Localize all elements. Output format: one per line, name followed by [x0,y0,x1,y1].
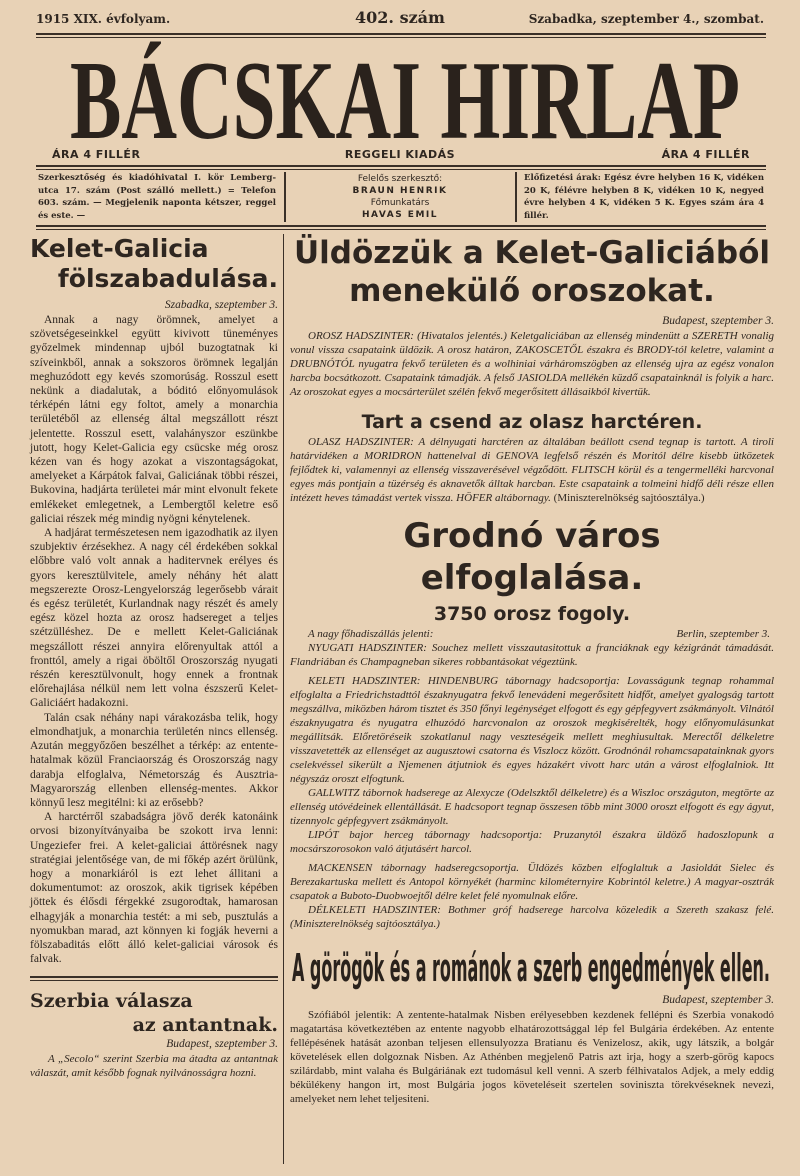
article-olasz [290,409,774,505]
article-uldozzuk [290,234,774,399]
article-source: (Miniszterelnökség sajtóosztálya.) [553,492,705,504]
header-rule [36,229,766,230]
info-divider [284,172,286,222]
header-rule [36,225,766,227]
article-intro: A nagy főhadiszállás jelenti: [308,628,434,640]
coworker-label: Főmunkatárs [370,198,430,208]
coworker-name: HAVAS EMIL [361,210,438,220]
article-dateline: Budapest, szeptember 3. [662,994,774,1006]
info-divider [515,172,517,222]
article-gorogok [290,941,774,1106]
paragraph: DÉLKELETI HADSZINTER: Bothmer gróf hadserege harcolva közeledik a Szereth szakasz felé. (Miniszterelnökség sajtóosztálya.) [290,904,774,930]
article-dateline: Budapest, szeptember 3. [166,1038,278,1051]
article-body: A „Secolo“ szerint Szerbia ma átadta az antantnak válaszát, amit később fognak nyilvánosságra hozni. [30,1053,278,1080]
paragraph: NYUGATI HADSZINTER: Souchez mellett visszautasitottuk a franciáknak egy kézigránát támadását. Flandriában és Champagneban sikeres robbantásokat végeztünk. [290,642,774,668]
volume-label: 1915 XIX. évfolyam. [36,12,171,26]
article-body [290,435,774,505]
article-title: Grodnó város elfoglalása. [403,516,661,598]
article-title: Kelet-Galicia [30,234,209,263]
article-title: Szerbia válasza [30,990,193,1013]
paragraph: Annak a nagy örömnek, amelyet a szövetségeseinkkel együtt kivivott tüneményes győzelmek mindennap ujból buzogtatnak ki szíveinkből, annak a sokszoros örömnek legalján meghuzódott egy kevés szomorúság. Rosszul esett nekünk a diadalutak, a bóditó előnyomulások térképén látni egy foltot, amely a monarchia területéből az ellenség által megszállott részt jelentette. Rosszul esett, valahányszor eszünkbe jutott, hogy Kelet-Galicia egy csücske még orosz kézen van és hogy azokat a viszontagságokat, amelyeket a Kárpátok falvai, Galiciának többi részei, Bukovina, hadjárta területei már mint elvonult fekete emlékeket emlegetnek, a Lembergtől keletre eső galiciai részek még mindig nyögni kénytelenek. [30,314,278,525]
paragraph: A harctérről szabadságra jövő derék katonáink orvosi bizonyítványaiba be szokott irva lenni: Ungeziefer frei. A kelet-galiciai áttörésnek nagy stratégiai jelentősége van, de mi főkép azért örülünk, hogy a monarkiáról is ezt lehet állitani a dokumentumot: az oroszok, akik tigrisek képében jöttek és élősdi férgekké zsugorodtak, hamarosan elhagyják a monarchia testét: a mi seb, pusztulás a nyomukban marad, azt könnyen ki fogják heverni a fölszabaditás előtt álló kelet-galiciai városok és falvak. [30,811,278,966]
office-info: Szerkesztőség és kiadóhivatal I. kör Lemberg-utca 17. szám (Post szálló mellett.) = Telefon 603. szám. — Megjelenik naponta kétszer, reggel és este. — [38,173,276,221]
paragraph: LIPÓT bajor herceg tábornagy hadcsoportja: Pruzanytól északra üldöző hadoszlopunk a mocsárszorosokon való átjutásért harcol. [290,829,774,855]
paragraph: A hadjárat természetesen nem igazodhatik az ilyen szubjektiv érzésekhez. A nagy cél érdekében sokkal előbbre való volt annak a haditervnek erélyes és gyors keresztülvitele, amely néhány hét alatt megszerezte Orosz-Lengyelország legerősebb várait és egész területét, Kurlandnak nagy részét és amely egész közel hozta az orosz hadsereget a teljes szétzülléshez. De e mellett Kelet-Galiciának megszállott részei annyira előrenyultak attól a fronttól, amely a rigai öböltől Oroszország nyugati részén keresztülvonult, hogy ennek a frontnak előrehajlása nélkül nem lett volna észszerű Kelet-Galiciáért hadakozni. [30,527,278,710]
issue-number: 402. szám [355,8,445,27]
paragraph: Talán csak néhány napi várakozásba telik, hogy elmondhatjuk, a monarchia területén nincs ellenség. Azután meggyőzően beszélhet a térkép: az entente-hatalmak közül Franciaország és Oroszország nagy darabja elfoglalva, Németország és Ausztria-Magyarország ellenben ellenség-mentes. Akkor könnyű lesz megitélni: ki az erősebb? [30,711,278,809]
price-right: ÁRA 4 FILLÉR [661,148,750,161]
article-dateline: Szabadka, szeptember 3. [164,299,278,311]
left-column [30,234,278,1080]
header-rule [36,169,766,170]
article-dateline: Berlin, szeptember 3. [676,628,770,640]
article-subtitle: 3750 orosz fogoly. [433,603,631,625]
article-title: A görögök és a románok a szerb engedmények ellen. [292,946,770,990]
editor-label: Felelős szerkesztő: [357,174,443,184]
article-title: az antantnak. [132,1014,278,1037]
masthead-logo [60,38,750,146]
date-label: Szabadka, szeptember 4., szombat. [528,12,764,26]
article-szerbia [30,989,278,1080]
article-intro-row [290,627,774,641]
article-body [30,313,278,966]
header-rule [36,33,766,35]
editor-name: BRAUN HENRIK [352,186,448,196]
subscription-info: Előfizetési árak: Egész évre helyben 16 K, vidéken 20 K, félévre helyben 8 K, vidéken 10 K, negyed évre helyben 4 K, vidéken 5 K. Egyes szám ára 4 fillér. [524,173,764,221]
article-title: menekülő oroszokat. [349,273,715,309]
article-kelet-galicia [30,234,278,966]
article-grodno [290,515,774,931]
article-title: fölszabadulása. [57,264,278,293]
article-title-graphic [290,941,774,991]
right-column [290,234,774,1106]
header-rule [36,165,766,167]
edition-label: REGGELI KIADÁS [344,148,456,161]
article-title: Tart a csend az olasz harctéren. [361,411,703,433]
paragraph: GALLWITZ tábornok hadserege az Alexycze (Odelszktől délkeletre) és a Wiszloc országuton, megtörte az ellenség utóvédeinek ellentállását. E hadcsoport tegnap összesen több mint 3000 oroszt elfogott és egy ágyut, tizennyolc gépfegyvert zsákmányolt. [290,787,774,827]
article-title: Üldözzük a Kelet-Galiciából [293,235,771,271]
article-body: Szófiából jelentik: A zentente-hatalmak Nisben erélyesebben kezdenek fellépni és Szerbia vonakodó magatartása következtében az entente nagyobb elhatározottsággal lép fel Bulgária érdekében. Az entente fellépésének hatását azonban teljesen ellensulyozza Bratianu és Venizelosz, akik, ugy látszik, a bolgár követelések ellen dolgoznak Nisben. Az Athénben megjelenő Patris azt irja, hogy a szerb-görög kapocs szilárdabb, mint valaha és Bulgáriának ezt tudomásul kell venni. A szerb félhivatalos Adjek, a mely eddig békülékeny hangon irt, most Bulgária jogos követeléseit szertelen sovinisztа törekvéseknek nevezi, amelyeket nem lehet teljesiteni. [290,1009,774,1105]
paragraph: MACKENSEN tábornagy hadseregcsoportja. Üldözés közben elfoglaltuk a Jasioldát Sielec és Berezakartuska mellett és Antopol környékét (harminc kilométernyire Kobrintól keletre.) A magyar-osztrák csapatok a Buboto-Duobwoejtől délre kelet felé nyomulnak előre. [290,862,774,902]
section-rule [30,976,278,981]
masthead-title: BÁCSKAI HIRLAP [70,39,740,146]
article-text: OLASZ HADSZINTER: A délnyugati harctéren az általában beállott csend tegnap is tartott. A tiroli határvidéken a MORIDRON hattenelval di GENOVA legfelső részén és Moritól délre kisebb ütközetek fejlődtek ki, valamennyi az ellenség visszaverésével végződött. FLITSCH körül és a tengermelléki harcvonal egyes más pontjain a tüzérség és aknavetők álltak harcban. Este csapataink a tolmeini hidfő déli része ellen intézett heves támadást vertek vissza. HÖFER altábornagy. [290,436,774,504]
article-dateline: Budapest, szeptember 3. [662,315,774,327]
price-left: ÁRA 4 FILLÉR [52,148,141,161]
column-divider [283,234,284,1164]
editors-box [290,173,510,221]
paragraph: KELETI HADSZINTER: HINDENBURG tábornagy hadcsoportja: Lovasságunk tegnap rohammal elfoglalta a Friedrichstadttól északnyugatra fekvő lenevádeni megerősitett hidfőt, amelyet gyalogság tartott megszállva, miközben három tisztet és 350 főnyi legénységet elfogott és egy gépfegyvert zsákmányolt. Vilnától északnyugatra és nyugatra elhuzódó harcvonalon az oroszok megkisérelték, hogy előnyomulásunkat megállitsák. Előretöréseik szokatlanul nagy veszteségeik mellett meghiusultak. Merectől délkeletre visszavetették az ellenséget az augusztowi csatorna és Viszlocz között. Grodnónál rohamcsapatainknak gyors cselekvéssel sikerült a Njemenen átjutniok és egyes házakért vivott harc után a várost elfoglalniok. Itt négyszáz oroszt elfogtunk. [290,675,774,785]
article-body: OROSZ HADSZINTER: (Hivatalos jelentés.) Keletgaliciában az ellenség mindenütt a SZERETH vonalig vonul vissza csapataink üldözik. A orosz határon, ZAKOSCETŐL északra és BRODY-tól keletre, valamint a DRUBNÓTÓL nyugatra fekvő területen és a wolhiniai várháromszögben az ellenség ujra az egész vonalon harcba bocsátkozott. Csapataink támadják. A felső JASIOLDA mellékén küzdő csapatainknál is folyik a harc. Az oroszokat egyes a mocsárterület szélén fekvő megerősitett állásaikból kivertük. [290,330,774,398]
